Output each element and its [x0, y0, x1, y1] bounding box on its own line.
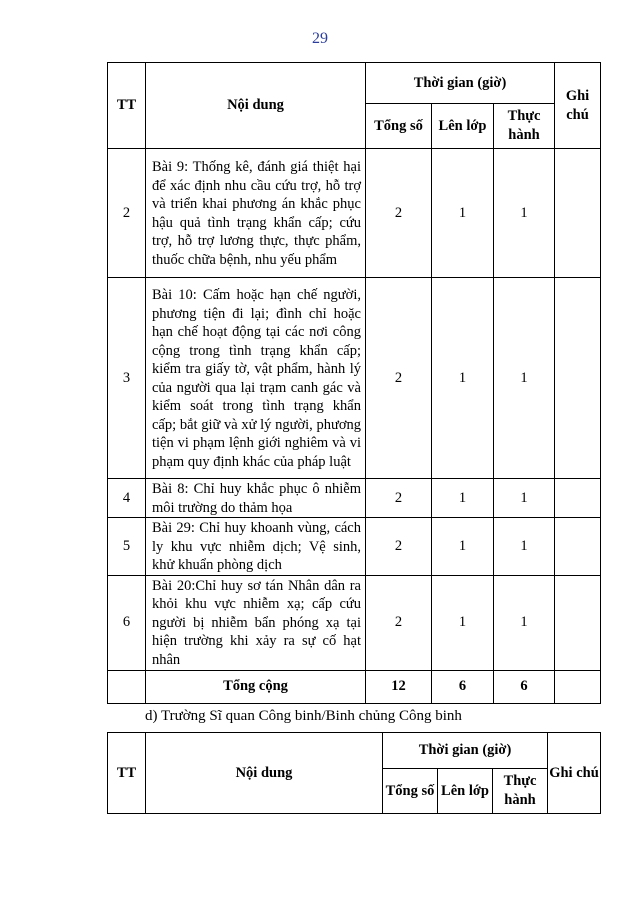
table-header-row [108, 733, 601, 769]
second-training-hours-table [107, 732, 601, 814]
header-content: Nội dung [146, 733, 383, 814]
page-number: 29 [312, 30, 328, 47]
row-content: Bài 10: Cấm hoặc hạn chế người, phương tiện đi lại; đình chỉ hoặc hạn chế hoạt động tại các nơi công cộng trong tình trạng khẩn cấp; kiểm tra giấy tờ, vật phẩm, hành lý của người qua lại trạm canh gác và kiểm soát trong tình trạng khẩn cấp; bắt giữ và xử lý người, phương tiện vi phạm lệnh giới nghiêm và vi phạm quy định khác của pháp luật [146, 278, 366, 479]
row-note [555, 479, 601, 518]
row-note [555, 149, 601, 278]
row-content: Bài 9: Thống kê, đánh giá thiệt hại để xác định nhu cầu cứu trợ, hỗ trợ và triển khai phương án khắc phục hậu quả tình trạng khẩn cấp; cứu trợ, hỗ trợ lương thực, thực phẩm, thuốc chữa bệnh, nhu yếu phẩm [146, 149, 366, 278]
row-tt: 2 [108, 149, 146, 278]
row-tt: 3 [108, 278, 146, 479]
row-lecture: 1 [432, 479, 494, 518]
row-total: 2 [366, 479, 432, 518]
row-note [555, 575, 601, 670]
total-hours: 12 [366, 670, 432, 703]
header-note: Ghi chú [548, 733, 601, 814]
header-lecture: Lên lớp [438, 769, 493, 814]
header-tt: TT [108, 63, 146, 149]
row-content: Bài 20:Chỉ huy sơ tán Nhân dân ra khỏi khu vực nhiễm xạ; cấp cứu người bị nhiễm bẩn phóng xạ tại hiện trường khi xảy ra sự cố hạt nhân [146, 575, 366, 670]
total-lecture: 6 [432, 670, 494, 703]
row-tt: 4 [108, 479, 146, 518]
row-tt [108, 670, 146, 703]
table-row [108, 575, 601, 670]
header-practice: Thực hành [494, 104, 555, 149]
header-content: Nội dung [146, 63, 366, 149]
row-practice: 1 [494, 149, 555, 278]
total-practice: 6 [494, 670, 555, 703]
row-note [555, 278, 601, 479]
row-note [555, 518, 601, 576]
row-total: 2 [366, 575, 432, 670]
header-practice: Thực hành [493, 769, 548, 814]
row-lecture: 1 [432, 518, 494, 576]
header-tt: TT [108, 733, 146, 814]
total-note [555, 670, 601, 703]
row-total: 2 [366, 149, 432, 278]
header-total: Tổng số [366, 104, 432, 149]
header-lecture: Lên lớp [432, 104, 494, 149]
row-total: 2 [366, 278, 432, 479]
table-row [108, 518, 601, 576]
row-content: Bài 29: Chỉ huy khoanh vùng, cách ly khu vực nhiễm dịch; Vệ sinh, khử khuẩn phòng dịch [146, 518, 366, 576]
row-lecture: 1 [432, 149, 494, 278]
row-practice: 1 [494, 479, 555, 518]
row-practice: 1 [494, 518, 555, 576]
row-tt: 5 [108, 518, 146, 576]
row-lecture: 1 [432, 575, 494, 670]
header-time-group: Thời gian (giờ) [366, 63, 555, 104]
row-total: 2 [366, 518, 432, 576]
row-content: Bài 8: Chỉ huy khắc phục ô nhiễm môi trường do thảm họa [146, 479, 366, 518]
section-caption: d) Trường Sĩ quan Công binh/Binh chủng Công binh [145, 708, 462, 724]
header-note: Ghi chú [555, 63, 601, 149]
table-header-row [108, 63, 601, 104]
header-time-group: Thời gian (giờ) [383, 733, 548, 769]
row-practice: 1 [494, 278, 555, 479]
table-row [108, 149, 601, 278]
table-row [108, 479, 601, 518]
row-lecture: 1 [432, 278, 494, 479]
table-total-row [108, 670, 601, 703]
table-row [108, 278, 601, 479]
row-practice: 1 [494, 575, 555, 670]
training-hours-table [107, 62, 601, 704]
total-label: Tổng cộng [146, 670, 366, 703]
header-total: Tổng số [383, 769, 438, 814]
row-tt: 6 [108, 575, 146, 670]
